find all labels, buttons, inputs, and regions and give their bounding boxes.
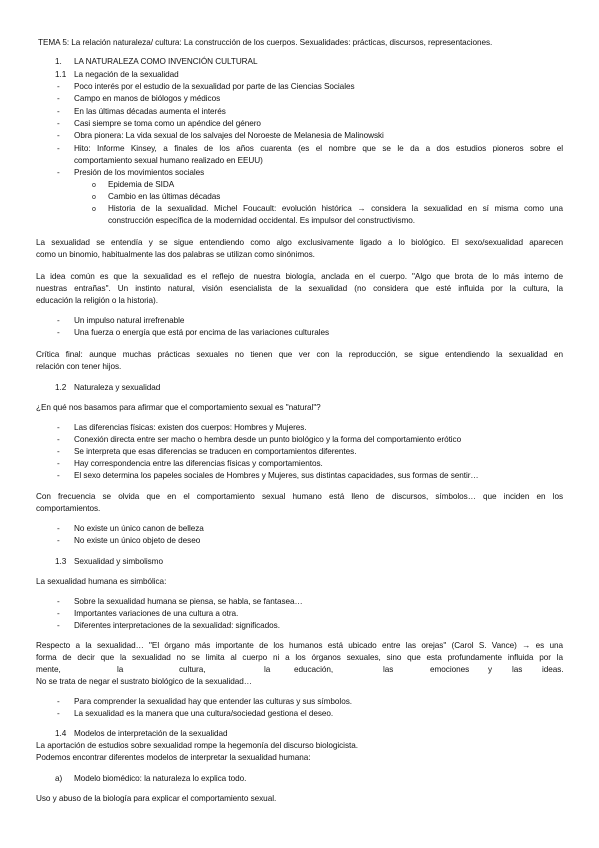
paragraph-line: forma de decir que la sexualidad no se limita al cuerpo ni a los órganos sexuales, sino que esta profundamente influida por la: [36, 653, 563, 662]
list-item: Hay correspondencia entre las diferencias físicas y comportamientos.: [74, 459, 323, 468]
list-item: Conexión directa entre ser macho o hembra desde un punto biológico y la forma del comportamiento erótico: [74, 435, 462, 444]
dash-marker: -: [57, 131, 60, 140]
paragraph-word: mente,: [36, 665, 61, 674]
dash-marker: -: [57, 119, 60, 128]
sub-list-item: Historia de la sexualidad. Michel Foucault: evolución histórica → considera la sexualidad en sí misma como una: [108, 204, 563, 213]
dash-marker: -: [57, 536, 60, 545]
list-item: Las diferencias físicas: existen dos cuerpos: Hombres y Mujeres.: [74, 423, 307, 432]
paragraph-word: las: [383, 665, 394, 674]
list-letter: a): [55, 774, 63, 783]
dash-marker: -: [57, 609, 60, 618]
dash-marker: -: [57, 597, 60, 606]
sub-list-item: Epidemia de SIDA: [108, 180, 175, 189]
dash-marker: -: [57, 82, 60, 91]
paragraph-line: comportamientos.: [36, 504, 101, 513]
dash-marker: -: [57, 435, 60, 444]
subsection-number: 1.3: [55, 557, 67, 566]
paragraph-word: y: [488, 665, 493, 674]
list-item: Un impulso natural irrefrenable: [74, 316, 185, 325]
paragraph-word: la: [264, 665, 271, 674]
question-line: ¿En qué nos basamos para afirmar que el comportamiento sexual es "natural"?: [36, 403, 321, 412]
sub-list-item-continuation: construcción específica de la modernidad occidental. Es impulsor del constructivismo.: [108, 216, 416, 225]
paragraph-line: Respecto a la sexualidad… "El órgano más importante de los humanos está ubicado entre las orejas" (Carol S. Vance) → es una: [36, 641, 563, 650]
subsection-number: 1.4: [55, 729, 67, 738]
dash-marker: -: [57, 328, 60, 337]
paragraph-word: las: [512, 665, 523, 674]
dash-marker: -: [57, 709, 60, 718]
paragraph-line: Crítica final: aunque muchas prácticas sexuales no tienen que ver con la reproducción, se sigue entendiendo la sexualidad en: [36, 350, 563, 359]
list-item: Presión de los movimientos sociales: [74, 168, 205, 177]
list-item: Obra pionera: La vida sexual de los salvajes del Noroeste de Melanesia de Malinowski: [74, 131, 384, 140]
paragraph-line: La idea común es que la sexualidad es el reflejo de nuestra biología, anclada en el cuerpo. "Algo que brota de lo más interno de: [36, 272, 563, 281]
paragraph-line: relación con tener hijos.: [36, 362, 122, 371]
list-item: El sexo determina los papeles sociales de Hombres y Mujeres, sus distintas capacidades, sus formas de sentir…: [74, 471, 479, 480]
list-item: Modelo biomédico: la naturaleza lo explica todo.: [74, 774, 247, 783]
list-item: Para comprender la sexualidad hay que entender las culturas y sus símbolos.: [74, 697, 352, 706]
paragraph-word: emociones: [430, 665, 470, 674]
list-item: Campo en manos de biólogos y médicos: [74, 94, 221, 103]
subsection-number: 1.2: [55, 383, 67, 392]
list-item: En las últimas décadas aumenta el interés: [74, 107, 226, 116]
dash-marker: -: [57, 94, 60, 103]
list-item: No existe un único objeto de deseo: [74, 536, 201, 545]
subsection-heading: Sexualidad y simbolismo: [74, 557, 163, 566]
list-item: Sobre la sexualidad humana se piensa, se habla, se fantasea…: [74, 597, 303, 606]
dash-marker: -: [57, 471, 60, 480]
dash-marker: -: [57, 447, 60, 456]
list-item: Una fuerza o energía que está por encima de las variaciones culturales: [74, 328, 330, 337]
dash-marker: -: [57, 168, 60, 177]
list-item: Importantes variaciones de una cultura a otra.: [74, 609, 239, 618]
paragraph-line: No se trata de negar el sustrato biológico de la sexualidad…: [36, 677, 252, 686]
section-number: 1.: [55, 57, 62, 66]
paragraph-line: La sexualidad humana es simbólica:: [36, 577, 167, 586]
list-item: Diferentes interpretaciones de la sexualidad: significados.: [74, 621, 280, 630]
list-item: No existe un único canon de belleza: [74, 524, 204, 533]
paragraph-line: La aportación de estudios sobre sexualidad rompe la hegemonía del discurso biologicista.: [36, 741, 358, 750]
paragraph-word: cultura,: [179, 665, 206, 674]
list-item: Hito: Informe Kinsey, a finales de los años cuarenta (es el nombre que se le da a dos estudios pioneros sobre el: [74, 144, 563, 153]
dash-marker: -: [57, 459, 60, 468]
dash-marker: -: [57, 144, 60, 153]
subsection-number: 1.1: [55, 70, 67, 79]
paragraph-word: educación,: [294, 665, 334, 674]
paragraph-line: como un binomio, habitualmente las dos palabras se utilizan como sinónimos.: [36, 250, 315, 259]
dash-marker: -: [57, 697, 60, 706]
sub-list-item: Cambio en las últimas décadas: [108, 192, 221, 201]
paragraph-word: ideas.: [542, 665, 564, 674]
paragraph-word: la: [117, 665, 124, 674]
paragraph-line: nuestras entrañas". Un instinto natural, visión esencialista de la sexualidad (no considera que esté influida por la cultura, la: [36, 284, 563, 293]
sub-bullet-marker: o: [92, 194, 96, 201]
subsection-heading: La negación de la sexualidad: [74, 70, 179, 79]
list-item: La sexualidad es la manera que una cultura/sociedad gestiona el deseo.: [74, 709, 334, 718]
sub-bullet-marker: o: [92, 206, 96, 213]
paragraph-line: Con frecuencia se olvida que en el comportamiento sexual humano está lleno de discursos, símbolos… que inciden en los: [36, 492, 563, 501]
document-title: TEMA 5: La relación naturaleza/ cultura: La construcción de los cuerpos. Sexualidades: prácticas, discursos, representaciones.: [38, 38, 493, 47]
dash-marker: -: [57, 316, 60, 325]
section-heading: LA NATURALEZA COMO INVENCIÓN CULTURAL: [74, 57, 258, 66]
dash-marker: -: [57, 621, 60, 630]
paragraph-line: Uso y abuso de la biología para explicar el comportamiento sexual.: [36, 794, 277, 803]
list-item-continuation: comportamiento sexual humano realizado en EEUU): [74, 156, 263, 165]
list-item: Poco interés por el estudio de la sexualidad por parte de las Ciencias Sociales: [74, 82, 355, 91]
paragraph-line: La sexualidad se entendía y se sigue entendiendo como algo exclusivamente ligado a lo biológico. El sexo/sexualidad aparecen: [36, 238, 563, 247]
paragraph-line: educación la religión o la historia).: [36, 296, 158, 305]
subsection-heading: Naturaleza y sexualidad: [74, 383, 161, 392]
list-item: Casi siempre se toma como un apéndice del género: [74, 119, 261, 128]
dash-marker: -: [57, 524, 60, 533]
subsection-heading: Modelos de interpretación de la sexualidad: [74, 729, 228, 738]
dash-marker: -: [57, 107, 60, 116]
paragraph-line: Podemos encontrar diferentes modelos de interpretar la sexualidad humana:: [36, 753, 311, 762]
dash-marker: -: [57, 423, 60, 432]
sub-bullet-marker: o: [92, 182, 96, 189]
list-item: Se interpreta que esas diferencias se traducen en comportamientos diferentes.: [74, 447, 357, 456]
